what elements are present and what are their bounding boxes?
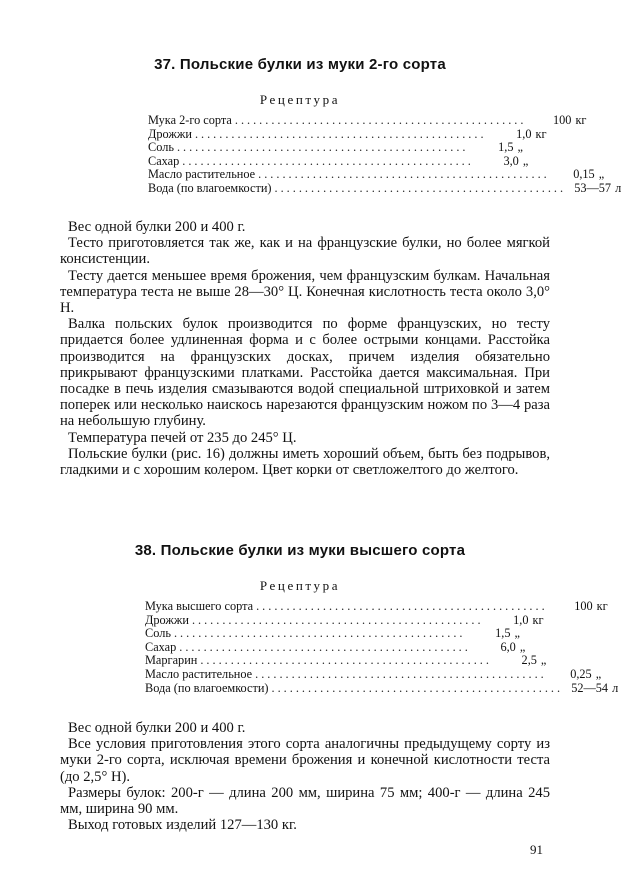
paragraph: Все условия приготовления этого сорта аналогичны предыдущему сорту из муки 2-го сорта, исключая времени брожения и конечной кислотности теста (до 2,5° Н). [60,736,550,785]
recipe-row [148,126,547,142]
recipe-row [148,167,605,182]
ingredient-name: Маргарин [145,653,198,668]
paragraph: Тесту дается меньшее время брожения, чем французским булкам. Начальная температура теста не выше 28—30° Ц. Конечная кислотность теста около 3,0° Н. [60,267,550,317]
leader-dots: ................................................ [182,153,474,168]
recipe-row [145,680,619,696]
ingredient-qty: 0,25 [570,666,592,681]
ingredient-unit: кг [535,126,547,141]
section-37-recipe-heading: Рецептура [259,92,341,107]
paragraph: Вес одной булки 200 и 400 г. [68,219,246,235]
leader-dots: ................................................ [179,639,471,654]
section-37-body [60,219,550,478]
recipe-row [145,639,526,655]
ingredient-qty: 100 [552,113,572,127]
recipe-row [148,153,529,169]
recipe-row [145,599,608,614]
paragraph: Выход готовых изделий 127—130 кг. [68,817,297,834]
paragraph: Тесто приготовляется так же, как и на французские булки, но более мягкой консистенции. [60,235,550,268]
ingredient-unit: л [612,680,619,695]
recipe-row [145,626,520,641]
leader-dots: ................................................ [255,666,547,681]
ingredient-unit: „ [598,167,605,182]
recipe-row [148,113,587,128]
ingredient-name: Соль [148,140,174,155]
ingredient-unit: „ [540,653,547,668]
ingredient-qty: 6,0 [500,639,516,654]
leader-dots: ................................................ [194,126,487,141]
ingredient-unit: „ [517,140,523,155]
section-38-body [60,720,550,833]
section-37-title: 37. Польские булки из муки 2-го сорта [154,56,446,73]
section-38-recipe-table [145,599,619,695]
ingredient-unit: кг [532,612,544,627]
leader-dots: ................................................ [258,167,550,182]
paragraph: Вес одной булки 200 и 400 г. [68,720,246,736]
ingredient-name: Масло растительное [148,167,256,182]
paragraph: Размеры булок: 200-г — длина 200 мм, ширина 75 мм; 400-г — длина 245 мм, ширина 90 мм. [60,784,550,818]
ingredient-name: Мука 2-го сорта [148,113,232,127]
ingredient-name: Дрожжи [145,612,189,627]
section-38-recipe-heading: Рецептура [259,578,341,593]
recipe-row [145,653,547,668]
recipe-row [148,180,622,196]
ingredient-name: Вода (по влагоемкости) [148,180,272,195]
leader-dots: ................................................ [173,626,466,641]
leader-dots: ................................................ [176,140,469,155]
ingredient-name: Соль [145,626,171,641]
ingredient-unit: „ [595,666,602,681]
ingredient-name: Вода (по влагоемкости) [145,680,269,695]
ingredient-name: Дрожжи [148,126,192,141]
ingredient-unit: л [615,180,622,195]
ingredient-name: Сахар [145,639,177,654]
leader-dots: ................................................ [256,599,548,613]
recipe-row [145,612,544,628]
ingredient-unit: „ [514,626,520,641]
ingredient-qty: 2,5 [521,653,537,668]
leader-dots: ................................................ [274,180,567,195]
ingredient-unit: „ [519,639,526,654]
ingredient-name: Масло растительное [145,666,253,681]
paragraph: Польские булки (рис. 16) должны иметь хороший объем, быть без подрывов, гладкими и с хорошим колером. Цвет корки от светложелтого до желтого. [60,445,550,479]
leader-dots: ................................................ [200,653,492,668]
paragraph: Температура печей от 235 до 245° Ц. [68,429,297,446]
ingredient-qty: 3,0 [503,153,519,168]
leader-dots: ................................................ [234,113,527,127]
ingredient-qty: 1,0 [516,126,532,141]
recipe-row [148,140,523,155]
ingredient-unit: „ [522,153,529,168]
ingredient-qty: 1,0 [513,612,529,627]
section-37-recipe-table [148,113,622,196]
ingredient-qty: 100 [574,599,593,613]
ingredient-qty: 1,5 [495,626,511,641]
ingredient-unit: кг [575,113,587,127]
ingredient-qty: 52—54 [571,680,609,695]
recipe-row [145,666,602,682]
section-38-title: 38. Польские булки из муки высшего сорта [134,542,466,559]
ingredient-qty: 53—57 [574,180,612,195]
ingredient-qty: 1,5 [498,140,514,155]
ingredient-name: Мука высшего сорта [145,599,254,613]
ingredient-unit: кг [596,599,608,613]
paragraph: Валка польских булок производится по форме французских, но тесту придается более удлиненная форма и с более острыми концами. Расстойка производится на французских досках, причем изделия обязательно прикрывают французскими платками. Расстойка дается максимальная. При посадке в печь изделия смазываются водой специальной штриховкой и затем поперек или несколько наискось нарезаются французским ножом по 3—4 раза на небольшую глубину. [60,316,550,430]
leader-dots: ................................................ [191,612,484,627]
page-number: 91 [530,842,543,857]
leader-dots: ................................................ [271,680,564,695]
ingredient-name: Сахар [148,153,180,168]
ingredient-qty: 0,15 [573,167,595,182]
